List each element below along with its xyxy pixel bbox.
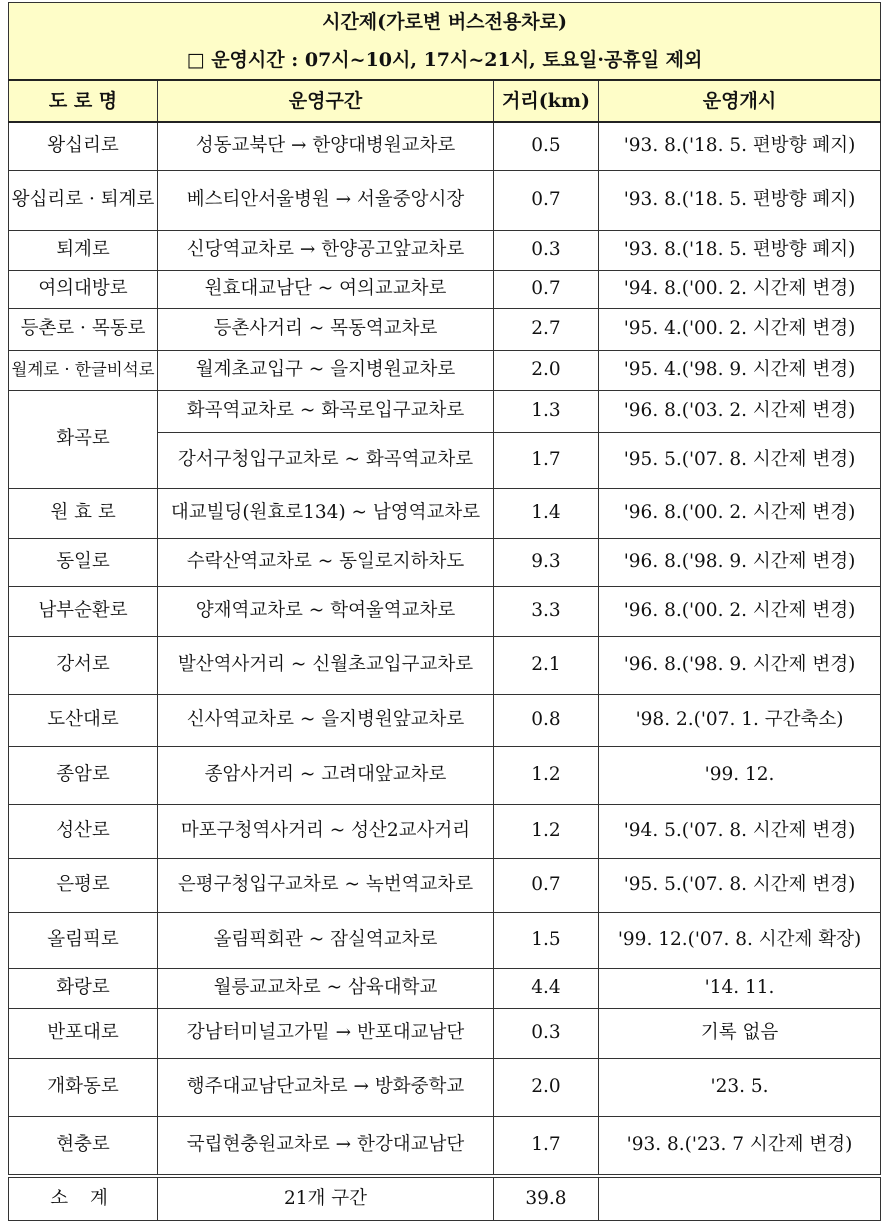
start-date: '14. 11. <box>599 968 881 1008</box>
table-row <box>9 488 881 538</box>
table-row <box>9 636 881 694</box>
bus-lane-document <box>8 2 880 1221</box>
start-date: '95. 4.('98. 9. 시간제 변경) <box>599 350 881 390</box>
table-row <box>9 170 881 230</box>
table-row <box>9 538 881 586</box>
section: 원효대교남단 ~ 여의교교차로 <box>158 270 494 308</box>
distance: 1.2 <box>494 746 599 804</box>
distance: 0.7 <box>494 858 599 912</box>
table-row <box>9 1058 881 1116</box>
distance: 3.3 <box>494 586 599 636</box>
distance: 0.8 <box>494 694 599 746</box>
distance: 1.7 <box>494 1116 599 1176</box>
distance: 2.1 <box>494 636 599 694</box>
start-date: '95. 4.('00. 2. 시간제 변경) <box>599 308 881 350</box>
start-date: '98. 2.('07. 1. 구간축소) <box>599 694 881 746</box>
road-name: 현충로 <box>9 1116 158 1176</box>
table-row <box>9 390 881 432</box>
section: 신사역교차로 ~ 을지병원앞교차로 <box>158 694 494 746</box>
table-row <box>9 968 881 1008</box>
section: 월계초교입구 ~ 을지병원교차로 <box>158 350 494 390</box>
road-name: 화곡로 <box>9 390 158 488</box>
road-name: 성산로 <box>9 804 158 858</box>
start-date: '95. 5.('07. 8. 시간제 변경) <box>599 858 881 912</box>
header-start: 운영개시 <box>599 80 881 122</box>
section: 등촌사거리 ~ 목동역교차로 <box>158 308 494 350</box>
table-row <box>9 586 881 636</box>
section: 양재역교차로 ~ 학여울역교차로 <box>158 586 494 636</box>
road-name: 도산대로 <box>9 694 158 746</box>
section: 은평구청입구교차로 ~ 녹번역교차로 <box>158 858 494 912</box>
section: 베스티안서울병원 → 서울중앙시장 <box>158 170 494 230</box>
start-date: '99. 12.('07. 8. 시간제 확장) <box>599 912 881 968</box>
distance: 1.4 <box>494 488 599 538</box>
road-name: 은평로 <box>9 858 158 912</box>
table-row <box>9 694 881 746</box>
distance: 1.3 <box>494 390 599 432</box>
start-date: '93. 8.('18. 5. 편방향 폐지) <box>599 122 881 170</box>
header-section: 운영구간 <box>158 80 494 122</box>
distance: 1.5 <box>494 912 599 968</box>
start-date: '94. 8.('00. 2. 시간제 변경) <box>599 270 881 308</box>
table-row <box>9 270 881 308</box>
distance: 2.0 <box>494 350 599 390</box>
section: 국립현충원교차로 → 한강대교남단 <box>158 1116 494 1176</box>
distance: 0.3 <box>494 230 599 270</box>
header-road: 도 로 명 <box>9 80 158 122</box>
table-row <box>9 350 881 390</box>
distance: 0.7 <box>494 270 599 308</box>
road-name: 개화동로 <box>9 1058 158 1116</box>
road-name: 화랑로 <box>9 968 158 1008</box>
header-distance: 거리(km) <box>494 80 599 122</box>
distance: 0.7 <box>494 170 599 230</box>
road-name: 올림픽로 <box>9 912 158 968</box>
start-date: '23. 5. <box>599 1058 881 1116</box>
distance: 2.0 <box>494 1058 599 1116</box>
road-name: 남부순환로 <box>9 586 158 636</box>
distance: 4.4 <box>494 968 599 1008</box>
total-label: 소 계 <box>9 1176 158 1221</box>
start-date: '93. 8.('18. 5. 편방향 폐지) <box>599 230 881 270</box>
start-date: '93. 8.('23. 7 시간제 변경) <box>599 1116 881 1176</box>
distance: 0.3 <box>494 1008 599 1058</box>
total-distance: 39.8 <box>494 1176 599 1221</box>
table-row <box>9 912 881 968</box>
section: 월릉교교차로 ~ 삼육대학교 <box>158 968 494 1008</box>
road-name: 여의대방로 <box>9 270 158 308</box>
section: 강서구청입구교차로 ~ 화곡역교차로 <box>158 432 494 488</box>
road-name: 등촌로 · 목동로 <box>9 308 158 350</box>
section: 종암사거리 ~ 고려대앞교차로 <box>158 746 494 804</box>
total-row <box>9 1176 881 1221</box>
distance: 1.2 <box>494 804 599 858</box>
table-row <box>9 858 881 912</box>
section: 대교빌딩(원효로134) ~ 남영역교차로 <box>158 488 494 538</box>
start-date: '96. 8.('98. 9. 시간제 변경) <box>599 538 881 586</box>
start-date: '96. 8.('00. 2. 시간제 변경) <box>599 488 881 538</box>
table-row <box>9 230 881 270</box>
start-date: '96. 8.('98. 9. 시간제 변경) <box>599 636 881 694</box>
road-name: 원 효 로 <box>9 488 158 538</box>
section: 강남터미널고가밑 → 반포대교남단 <box>158 1008 494 1058</box>
start-date: '94. 5.('07. 8. 시간제 변경) <box>599 804 881 858</box>
start-date: '99. 12. <box>599 746 881 804</box>
total-section: 21개 구간 <box>158 1176 494 1221</box>
section: 성동교북단 → 한양대병원교차로 <box>158 122 494 170</box>
road-name: 왕십리로 <box>9 122 158 170</box>
start-date: '95. 5.('07. 8. 시간제 변경) <box>599 432 881 488</box>
section: 행주대교남단교차로 → 방화중학교 <box>158 1058 494 1116</box>
start-date: 기록 없음 <box>599 1008 881 1058</box>
table-subtitle-row <box>9 41 881 80</box>
table-row <box>9 804 881 858</box>
road-name: 강서로 <box>9 636 158 694</box>
section: 수락산역교차로 ~ 동일로지하차도 <box>158 538 494 586</box>
table-row <box>9 308 881 350</box>
table-row <box>9 1008 881 1058</box>
section: 마포구청역사거리 ~ 성산2교사거리 <box>158 804 494 858</box>
distance: 0.5 <box>494 122 599 170</box>
start-date: '93. 8.('18. 5. 편방향 폐지) <box>599 170 881 230</box>
road-name: 퇴계로 <box>9 230 158 270</box>
bus-lane-table <box>8 2 881 1221</box>
start-date: '96. 8.('03. 2. 시간제 변경) <box>599 390 881 432</box>
distance: 1.7 <box>494 432 599 488</box>
distance: 2.7 <box>494 308 599 350</box>
table-row <box>9 746 881 804</box>
road-name: 동일로 <box>9 538 158 586</box>
total-start <box>599 1176 881 1221</box>
table-title-row <box>9 3 881 42</box>
road-name: 월계로 · 한글비석로 <box>9 350 158 390</box>
section: 신당역교차로 → 한양공고앞교차로 <box>158 230 494 270</box>
section: 발산역사거리 ~ 신월초교입구교차로 <box>158 636 494 694</box>
road-name: 종암로 <box>9 746 158 804</box>
section: 화곡역교차로 ~ 화곡로입구교차로 <box>158 390 494 432</box>
road-name: 왕십리로 · 퇴계로 <box>9 170 158 230</box>
road-name: 반포대로 <box>9 1008 158 1058</box>
header-row <box>9 80 881 122</box>
start-date: '96. 8.('00. 2. 시간제 변경) <box>599 586 881 636</box>
table-title: 시간제(가로변 버스전용차로) <box>9 3 881 42</box>
table-row <box>9 122 881 170</box>
distance: 9.3 <box>494 538 599 586</box>
section: 올림픽회관 ~ 잠실역교차로 <box>158 912 494 968</box>
operating-hours: □ 운영시간 : 07시~10시, 17시~21시, 토요일·공휴일 제외 <box>9 41 881 80</box>
table-row <box>9 1116 881 1176</box>
